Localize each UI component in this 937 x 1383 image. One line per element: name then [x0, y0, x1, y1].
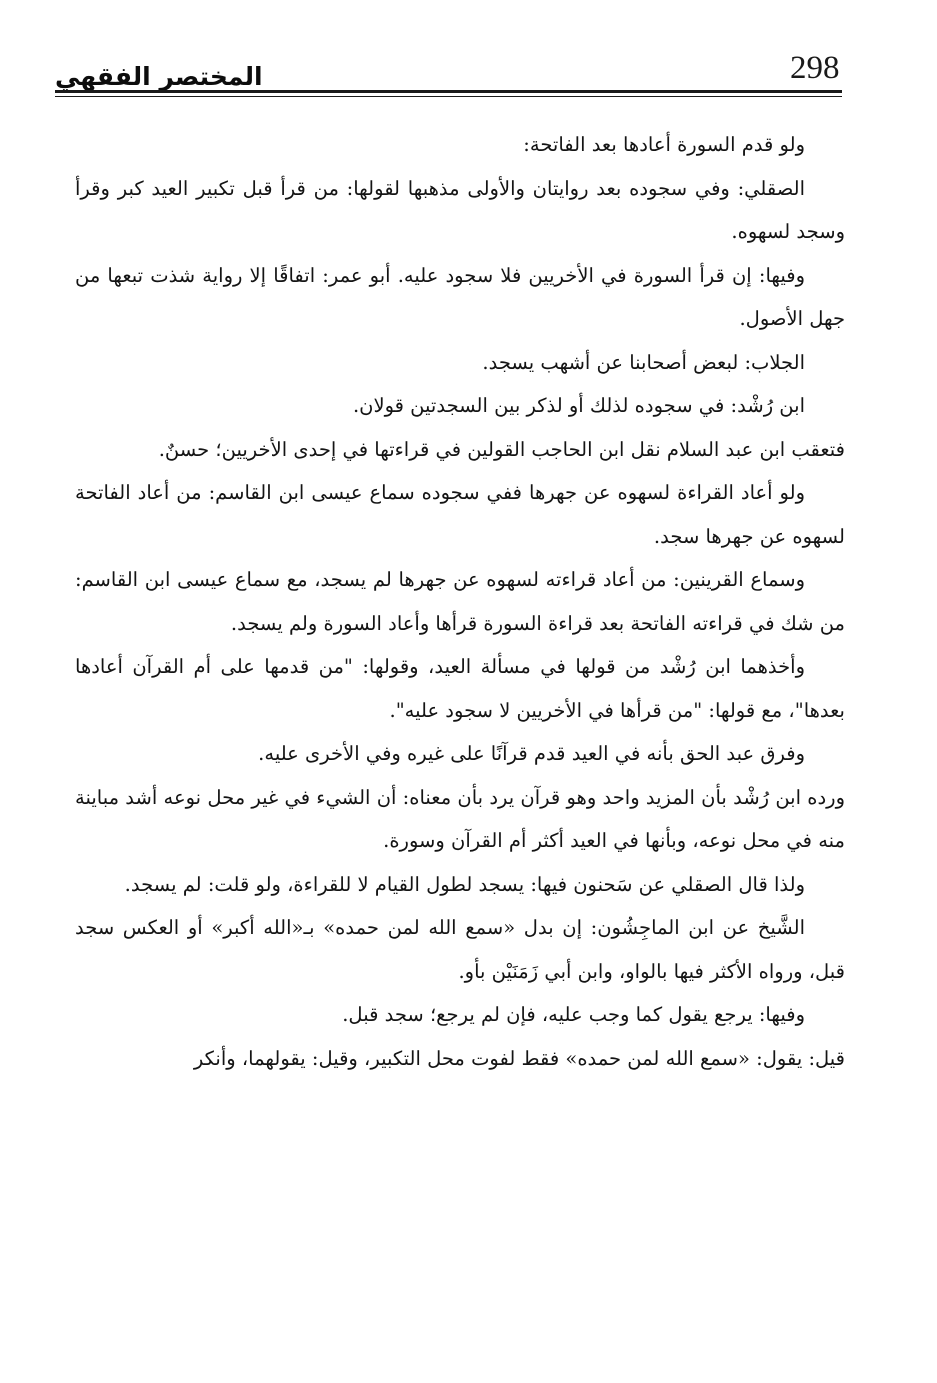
paragraph: وسماع القرينين: من أعاد قراءته لسهوه عن جهرها لم يسجد، مع سماع عيسى ابن القاسم: من شك في قراءته الفاتحة بعد قراءة السورة قرأها وأعاد السورة ولم يسجد. — [75, 568, 845, 635]
paragraph: الشَّيخ عن ابن الماجِشُون: إن بدل «سمع الله لمن حمده» بـ«الله أكبر» أو العكس سجد قبل، ورواه الأكثر فيها بالواو، وابن أبي زَمَنَيْن بأو. — [75, 916, 845, 983]
header-divider — [55, 90, 842, 97]
page-body — [75, 123, 845, 1080]
paragraph: فتعقب ابن عبد السلام نقل ابن الحاجب القولين في قراءتها في إحدى الأخريين؛ حسنٌ. — [158, 437, 845, 461]
paragraph: وفيها: يرجع يقول كما وجب عليه، فإن لم يرجع؛ سجد قبل. — [342, 1003, 805, 1026]
paragraph: ولو أعاد القراءة لسهوه عن جهرها ففي سجوده سماع عيسى ابن القاسم: من أعاد الفاتحة لسهوه عن جهرها سجد. — [75, 481, 845, 548]
paragraph: الصقلي: وفي سجوده بعد روايتان والأولى مذهبها لقولها: من قرأ قبل تكبير العيد كبر وقرأ وسجد لسهوه. — [75, 176, 845, 243]
paragraph: وأخذهما ابن رُشْد من قولها في مسألة العيد، وقولها: "من قدمها على أم القرآن أعادها بعدها"، مع قولها: "من قرأها في الأخريين لا سجود عليه". — [75, 655, 845, 722]
paragraph: ورده ابن رُشْد بأن المزيد واحد وهو قرآن يرد بأن معناه: أن الشيء في غير محل نوعه أشد مباينة منه في محل نوعه، وبأنها في العيد أكثر أم القرآن وسورة. — [75, 785, 845, 852]
paragraph: ولذا قال الصقلي عن سَحنون فيها: يسجد لطول القيام لا للقراءة، ولو قلت: لم يسجد. — [124, 872, 805, 896]
book-title: المختصر الفقهي — [55, 62, 263, 91]
page-number: 298 — [790, 50, 840, 86]
paragraph: الجلاب: لبعض أصحابنا عن أشهب يسجد. — [482, 350, 805, 374]
paragraph: وفيها: إن قرأ السورة في الأخريين فلا سجود عليه. أبو عمر: اتفاقًا إلا رواية شذت تبعها من جهل الأصول. — [75, 263, 845, 330]
paragraph: ابن رُشْد: في سجوده لذلك أو لذكر بين السجدتين قولان. — [352, 394, 805, 417]
paragraph: وفرق عبد الحق بأنه في العيد قدم قرآنًا على غيره وفي الأخرى عليه. — [258, 742, 805, 765]
paragraph: ولو قدم السورة أعادها بعد الفاتحة: — [523, 133, 805, 156]
paragraph: قيل: يقول: «سمع الله لمن حمده» فقط لفوت محل التكبير، وقيل: يقولهما، وأنكر — [193, 1046, 845, 1070]
